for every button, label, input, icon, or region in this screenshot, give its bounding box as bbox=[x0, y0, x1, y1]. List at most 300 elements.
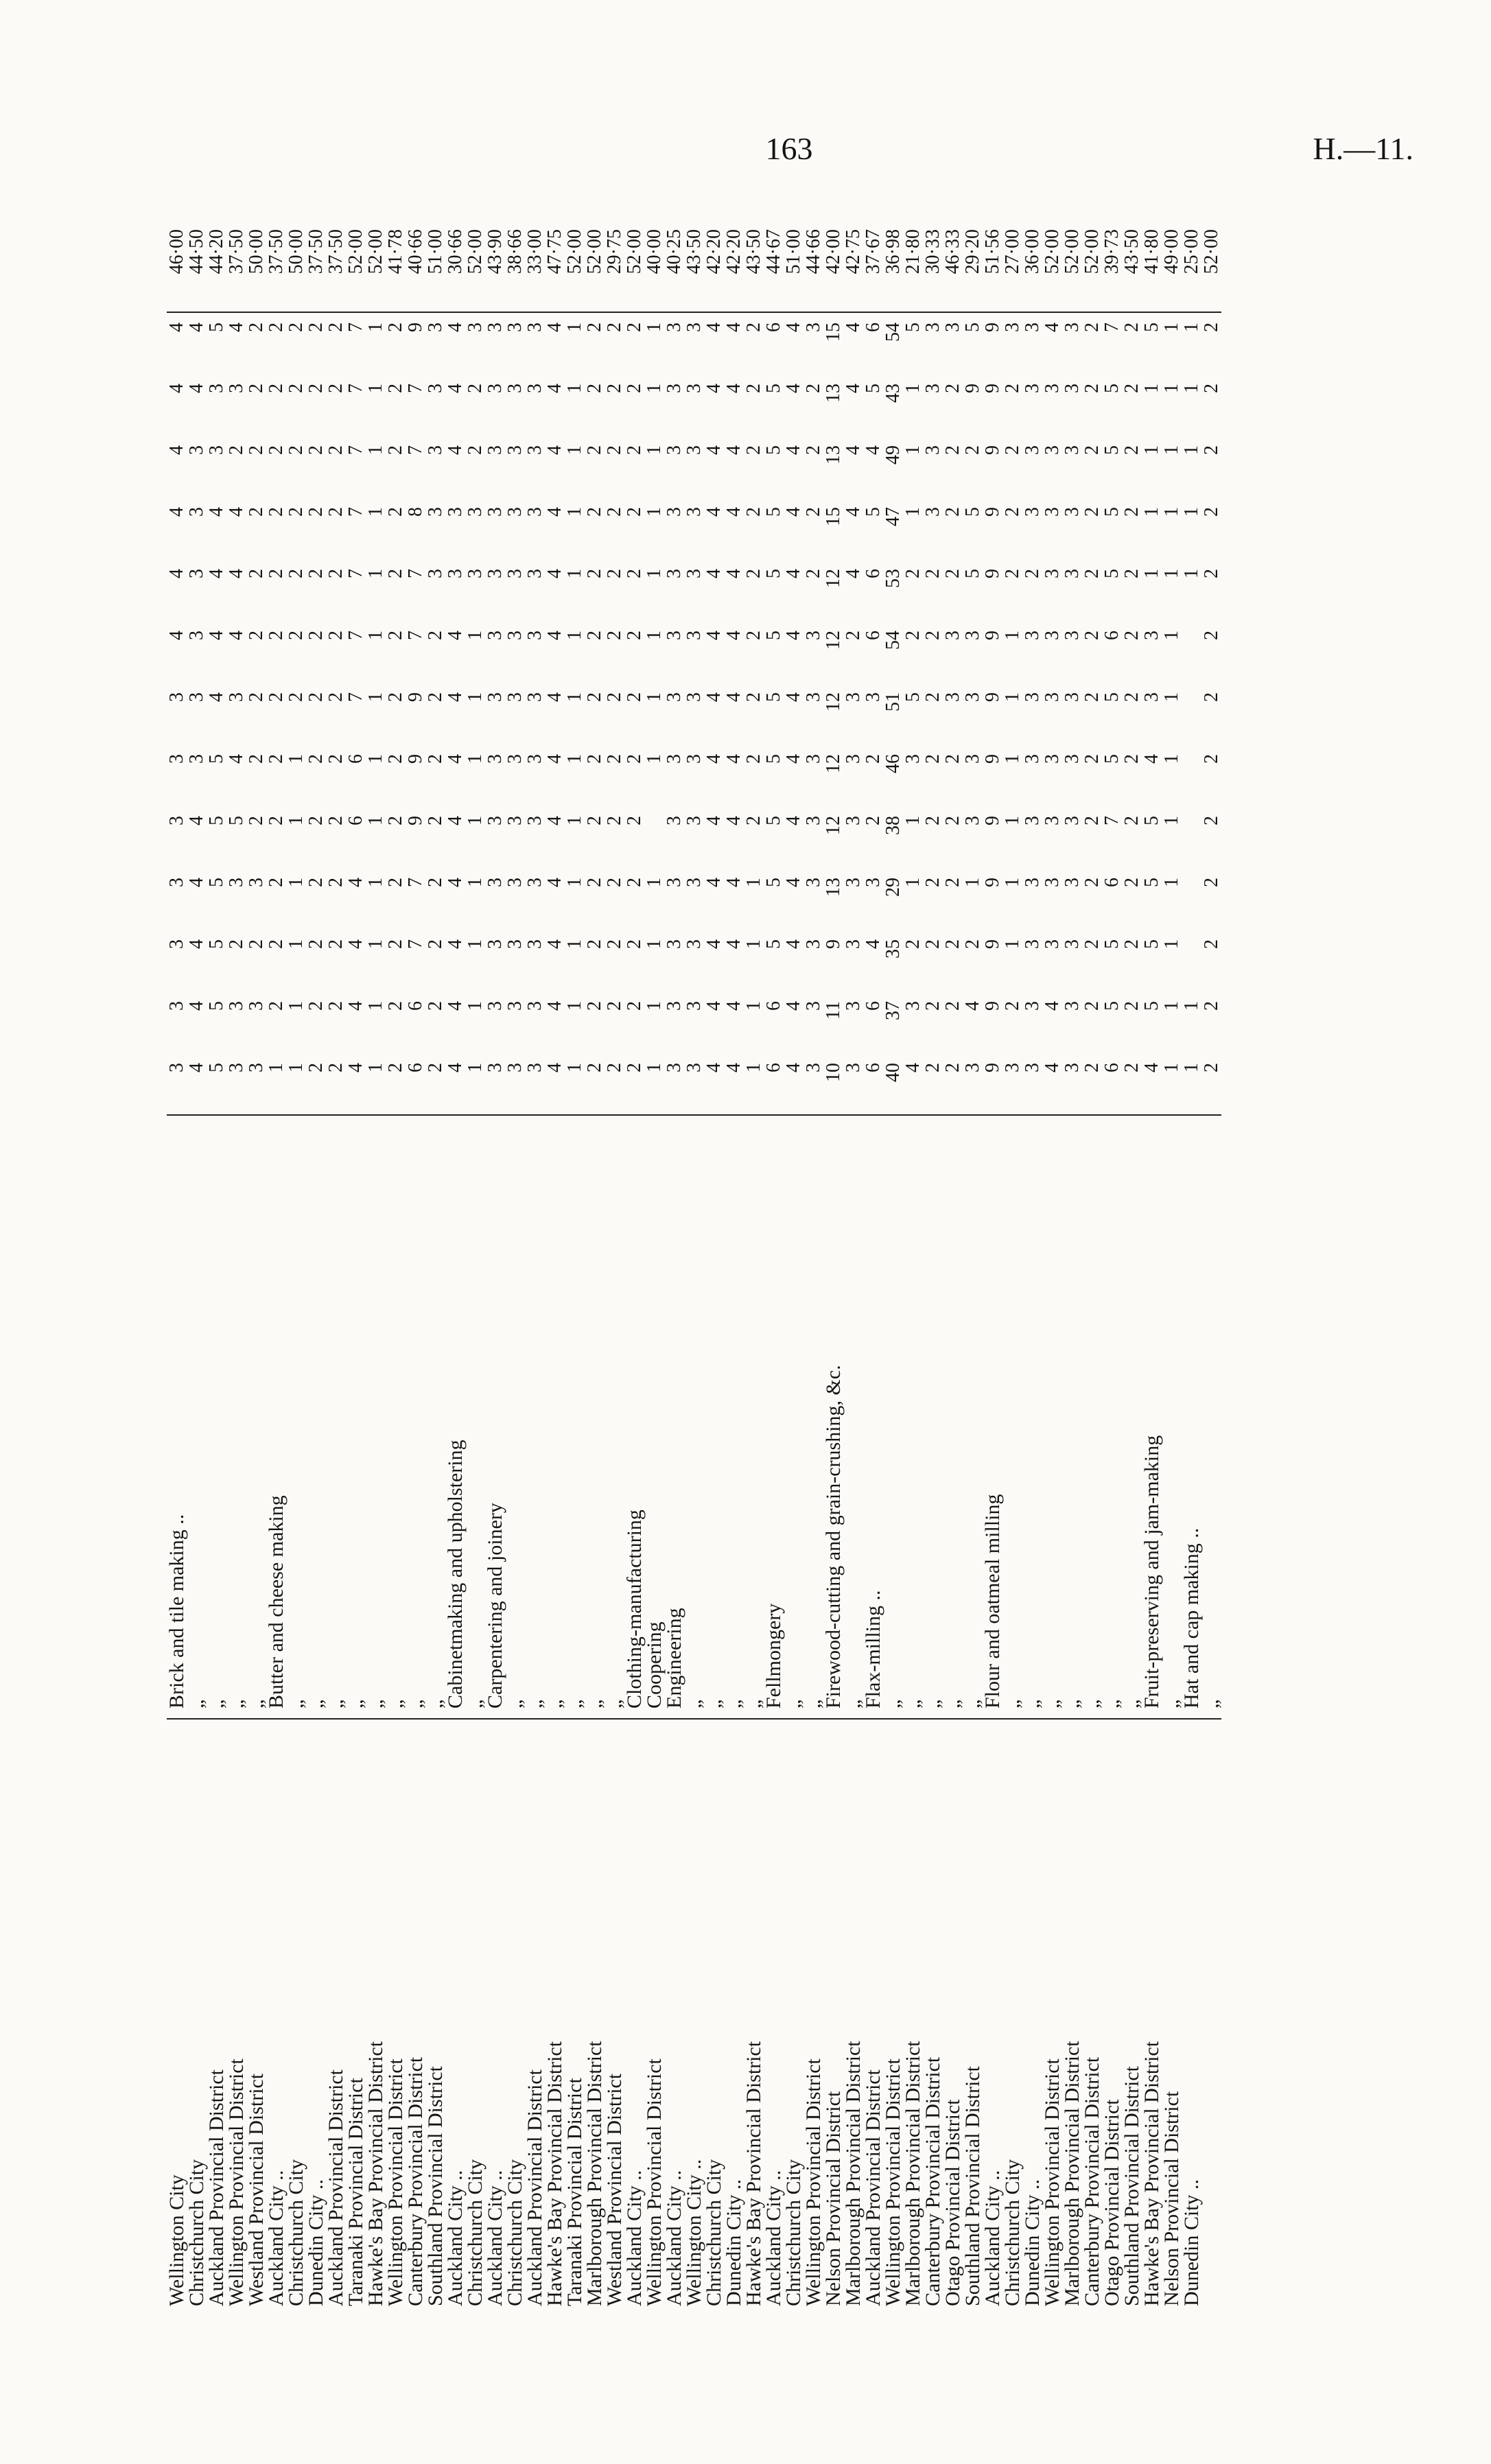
location-cell: Canterbury Provincial District bbox=[1082, 1719, 1102, 2309]
table-row bbox=[525, 226, 545, 2309]
table-row bbox=[266, 226, 286, 2309]
value-cell: 4 bbox=[544, 692, 565, 702]
value-cell: 4 bbox=[186, 322, 207, 332]
average-cell: 38·66 bbox=[505, 226, 525, 312]
value-cell: 4 bbox=[843, 384, 864, 393]
value-cell: 3 bbox=[504, 384, 526, 393]
value-cell: 2 bbox=[325, 384, 347, 393]
value-cell: 6 bbox=[763, 1001, 784, 1011]
value-cell: 6 bbox=[405, 1063, 426, 1072]
table-row bbox=[485, 226, 505, 2309]
value-cell: 1 bbox=[465, 1063, 486, 1072]
location-cell: Auckland Provincial District bbox=[326, 1719, 346, 2309]
value-cell: 2 bbox=[624, 939, 645, 949]
value-cell: 2 bbox=[425, 816, 446, 825]
value-cell: 3 bbox=[922, 507, 943, 517]
value-cell: 6 bbox=[345, 816, 366, 825]
value-cell: 3 bbox=[803, 816, 824, 825]
value-cell: 1 bbox=[564, 507, 585, 517]
value-cell: 2 bbox=[305, 507, 327, 517]
value-cell: 3 bbox=[484, 569, 506, 578]
value-cell: 8 bbox=[405, 507, 426, 517]
location-cell: Southland Provincial District bbox=[1122, 1719, 1142, 2309]
value-cell: 2 bbox=[922, 816, 943, 825]
average-cell: 40·00 bbox=[644, 226, 664, 312]
value-cell: 2 bbox=[584, 878, 605, 887]
value-cell: 4 bbox=[166, 569, 187, 578]
value-cell: 3 bbox=[1042, 384, 1063, 393]
table-row bbox=[1102, 226, 1122, 2309]
industry-cell: „ bbox=[1162, 1115, 1182, 1719]
industry-cell: „ bbox=[425, 1115, 445, 1719]
value-cell: 1 bbox=[1141, 569, 1162, 578]
value-cell: 3 bbox=[1061, 816, 1083, 825]
table-row bbox=[923, 226, 943, 2309]
table-row bbox=[803, 226, 823, 2309]
value-cell: 2 bbox=[1081, 878, 1103, 887]
value-cell: 2 bbox=[385, 631, 406, 640]
value-cell: 6 bbox=[1101, 1063, 1123, 1072]
value-cell: 2 bbox=[1081, 939, 1103, 949]
table-row bbox=[326, 226, 346, 2309]
average-cell: 52·00 bbox=[624, 226, 644, 312]
value-cell: 2 bbox=[942, 816, 963, 825]
value-cell: 4 bbox=[843, 569, 864, 578]
value-cell: 2 bbox=[325, 816, 347, 825]
value-cell: 1 bbox=[285, 816, 307, 825]
value-cell: 1 bbox=[902, 384, 924, 393]
value-cell: 3 bbox=[524, 878, 545, 887]
value-cell: 3 bbox=[942, 631, 963, 640]
value-cell: 4 bbox=[445, 1063, 466, 1072]
value-cell: 5 bbox=[763, 569, 784, 578]
value-cell: 9 bbox=[982, 1001, 1003, 1011]
value-cell: 4 bbox=[445, 445, 466, 455]
value-cell: 4 bbox=[186, 939, 207, 949]
table-row bbox=[1022, 226, 1042, 2309]
value-cell: 3 bbox=[843, 939, 864, 949]
value-cell: 1 bbox=[564, 692, 585, 702]
value-cell: 4 bbox=[723, 939, 744, 949]
value-cell: 2 bbox=[1121, 754, 1142, 764]
value-cell: 1 bbox=[1161, 384, 1182, 393]
value-cell: 4 bbox=[723, 322, 744, 332]
average-cell: 52·00 bbox=[346, 226, 366, 312]
value-cell: 1 bbox=[743, 939, 764, 949]
value-cell: 3 bbox=[504, 322, 526, 332]
value-cell: 1 bbox=[564, 878, 585, 887]
value-cell: 3 bbox=[843, 816, 864, 825]
value-cell: 4 bbox=[226, 569, 247, 578]
value-cell: 9 bbox=[982, 692, 1003, 702]
value-cell: 2 bbox=[425, 939, 446, 949]
value-cell: 1 bbox=[1141, 384, 1162, 393]
industry-cell: „ bbox=[1022, 1115, 1042, 1719]
location-cell: Canterbury Provincial District bbox=[406, 1719, 425, 2309]
table-row bbox=[545, 226, 565, 2309]
industry-cell: „ bbox=[883, 1115, 903, 1719]
value-cell: 2 bbox=[1121, 816, 1142, 825]
table-body bbox=[167, 226, 1221, 2309]
value-cell: 3 bbox=[166, 816, 187, 825]
value-cell: 2 bbox=[922, 939, 943, 949]
location-cell: Auckland City .. bbox=[764, 1719, 784, 2309]
value-cell: 1 bbox=[365, 322, 386, 332]
value-cell: 4 bbox=[962, 1001, 983, 1011]
value-cell: 1 bbox=[1161, 507, 1182, 517]
value-cell: 2 bbox=[624, 322, 645, 332]
value-cell: 3 bbox=[504, 878, 526, 887]
value-cell: 2 bbox=[266, 631, 287, 640]
value-cell: 4 bbox=[166, 384, 187, 393]
value-cell: 4 bbox=[723, 1063, 744, 1072]
value-cell: 7 bbox=[345, 507, 366, 517]
industry-cell: Butter and cheese making bbox=[266, 1115, 286, 1719]
value-cell: 2 bbox=[325, 1063, 347, 1072]
industry-cell: „ bbox=[207, 1115, 226, 1719]
value-cell: 9 bbox=[982, 816, 1003, 825]
value-cell: 3 bbox=[1022, 445, 1043, 455]
value-cell: 13 bbox=[823, 878, 844, 897]
value-cell: 3 bbox=[186, 692, 207, 702]
value-cell: 2 bbox=[1002, 1001, 1023, 1011]
value-cell: 2 bbox=[1002, 507, 1023, 517]
average-cell: 52·00 bbox=[585, 226, 604, 312]
value-cell: 3 bbox=[484, 816, 506, 825]
average-cell: 46·33 bbox=[943, 226, 963, 312]
table-row bbox=[1002, 226, 1022, 2309]
value-cell: 1 bbox=[743, 1063, 764, 1072]
value-cell: 2 bbox=[305, 384, 327, 393]
value-cell: 2 bbox=[604, 816, 625, 825]
value-cell: 2 bbox=[584, 445, 605, 455]
value-cell: 1 bbox=[365, 445, 386, 455]
value-cell: 4 bbox=[206, 692, 227, 702]
value-cell: 3 bbox=[1141, 631, 1162, 640]
value-cell: 2 bbox=[246, 322, 267, 332]
value-cell: 2 bbox=[425, 692, 446, 702]
value-cell: 12 bbox=[823, 754, 844, 773]
value-cell: 2 bbox=[425, 631, 446, 640]
industry-cell: Clothing-manufacturing bbox=[624, 1115, 644, 1719]
value-cell: 9 bbox=[982, 384, 1003, 393]
value-cell: 2 bbox=[305, 878, 327, 887]
value-cell: 2 bbox=[584, 816, 605, 825]
value-cell: 3 bbox=[445, 507, 466, 517]
industry-cell: Fellmongery bbox=[764, 1115, 784, 1719]
location-cell: Taranaki Provincial District bbox=[346, 1719, 366, 2309]
value-cell: 3 bbox=[1042, 631, 1063, 640]
value-cell: 6 bbox=[862, 631, 884, 640]
value-cell: 5 bbox=[1101, 754, 1123, 764]
value-cell: 3 bbox=[1002, 322, 1023, 332]
value-cell: 7 bbox=[405, 445, 426, 455]
table-row bbox=[943, 226, 963, 2309]
value-cell: 2 bbox=[1081, 507, 1103, 517]
table-row bbox=[1182, 226, 1201, 2309]
value-cell: 3 bbox=[484, 878, 506, 887]
location-cell: Dunedin City .. bbox=[306, 1719, 326, 2309]
value-cell: 2 bbox=[902, 631, 924, 640]
table-row bbox=[226, 226, 246, 2309]
value-cell: 2 bbox=[266, 384, 287, 393]
value-cell: 2 bbox=[1022, 569, 1043, 578]
value-cell: 3 bbox=[683, 322, 705, 332]
value-cell: 3 bbox=[664, 939, 685, 949]
value-cell: 1 bbox=[1181, 445, 1202, 455]
value-cell: 3 bbox=[902, 1001, 924, 1011]
table-row bbox=[764, 226, 784, 2309]
value-cell: 4 bbox=[703, 507, 725, 517]
table-row bbox=[1201, 226, 1221, 2309]
average-cell: 43·50 bbox=[684, 226, 704, 312]
value-cell: 4 bbox=[783, 1001, 804, 1011]
value-cell: 3 bbox=[664, 1001, 685, 1011]
average-cell: 33·00 bbox=[525, 226, 545, 312]
value-cell: 3 bbox=[1042, 816, 1063, 825]
table-row bbox=[1142, 226, 1162, 2309]
value-cell: 9 bbox=[405, 754, 426, 764]
value-cell: 3 bbox=[843, 1001, 864, 1011]
value-cell: 40 bbox=[882, 1063, 904, 1082]
value-cell bbox=[644, 806, 664, 868]
value-cell: 3 bbox=[902, 754, 924, 764]
value-cell: 2 bbox=[425, 1001, 446, 1011]
value-cell: 3 bbox=[1022, 816, 1043, 825]
value-cell: 3 bbox=[1061, 507, 1083, 517]
value-cell: 3 bbox=[1022, 692, 1043, 702]
value-cell: 29 bbox=[882, 878, 904, 897]
value-cell: 3 bbox=[226, 1063, 247, 1072]
value-cell: 2 bbox=[624, 631, 645, 640]
value-cell: 1 bbox=[465, 1001, 486, 1011]
value-cell: 3 bbox=[1022, 878, 1043, 887]
location-cell: Taranaki Provincial District bbox=[565, 1719, 585, 2309]
table-row bbox=[1082, 226, 1102, 2309]
value-cell: 3 bbox=[843, 692, 864, 702]
location-cell: Westland Provincial District bbox=[246, 1719, 266, 2309]
value-cell: 3 bbox=[843, 878, 864, 887]
value-cell: 2 bbox=[584, 507, 605, 517]
value-cell: 5 bbox=[763, 816, 784, 825]
value-cell: 5 bbox=[1141, 322, 1162, 332]
value-cell: 3 bbox=[166, 754, 187, 764]
value-cell: 2 bbox=[803, 569, 824, 578]
value-cell: 1 bbox=[564, 939, 585, 949]
value-cell: 5 bbox=[206, 754, 227, 764]
value-cell: 3 bbox=[803, 754, 824, 764]
location-cell: Wellington Provincial District bbox=[226, 1719, 246, 2309]
value-cell: 49 bbox=[882, 445, 904, 465]
value-cell: 3 bbox=[1022, 754, 1043, 764]
value-cell: 2 bbox=[604, 507, 625, 517]
value-cell: 3 bbox=[425, 384, 446, 393]
value-cell: 3 bbox=[484, 322, 506, 332]
value-cell: 4 bbox=[445, 692, 466, 702]
value-cell: 2 bbox=[743, 569, 764, 578]
value-cell: 2 bbox=[266, 569, 287, 578]
value-cell: 2 bbox=[1121, 1001, 1142, 1011]
value-cell: 4 bbox=[703, 631, 725, 640]
industry-cell: „ bbox=[226, 1115, 246, 1719]
average-cell: 30·33 bbox=[923, 226, 943, 312]
value-cell: 4 bbox=[206, 507, 227, 517]
average-cell: 52·00 bbox=[465, 226, 485, 312]
value-cell: 2 bbox=[1201, 692, 1222, 702]
value-cell: 4 bbox=[186, 878, 207, 887]
average-cell: 42·20 bbox=[704, 226, 724, 312]
value-cell: 2 bbox=[385, 384, 406, 393]
value-cell: 2 bbox=[385, 322, 406, 332]
value-cell: 3 bbox=[226, 1001, 247, 1011]
location-cell: Otago Provincial District bbox=[1102, 1719, 1122, 2309]
industry-cell: „ bbox=[604, 1115, 624, 1719]
value-cell: 2 bbox=[743, 384, 764, 393]
value-cell: 2 bbox=[325, 507, 347, 517]
location-cell: Christchurch City bbox=[784, 1719, 803, 2309]
value-cell: 4 bbox=[843, 507, 864, 517]
value-cell: 2 bbox=[305, 754, 327, 764]
value-cell: 2 bbox=[1081, 1063, 1103, 1072]
value-cell: 3 bbox=[504, 939, 526, 949]
value-cell: 1 bbox=[564, 445, 585, 455]
value-cell: 9 bbox=[982, 1063, 1003, 1072]
industry-cell: „ bbox=[843, 1115, 863, 1719]
value-cell: 4 bbox=[723, 816, 744, 825]
value-cell: 4 bbox=[723, 631, 744, 640]
location-cell: Auckland City .. bbox=[983, 1719, 1002, 2309]
value-cell: 4 bbox=[226, 754, 247, 764]
value-cell: 2 bbox=[325, 692, 347, 702]
value-cell: 4 bbox=[544, 631, 565, 640]
value-cell: 3 bbox=[206, 384, 227, 393]
wages-table bbox=[167, 226, 1221, 2309]
location-cell: Auckland City .. bbox=[664, 1719, 684, 2309]
value-cell: 4 bbox=[445, 322, 466, 332]
value-cell: 3 bbox=[1141, 692, 1162, 702]
value-cell: 2 bbox=[1121, 692, 1142, 702]
value-cell: 2 bbox=[922, 631, 943, 640]
industry-cell: „ bbox=[326, 1115, 346, 1719]
value-cell: 3 bbox=[186, 754, 207, 764]
value-cell: 2 bbox=[425, 1063, 446, 1072]
value-cell: 4 bbox=[166, 631, 187, 640]
value-cell: 3 bbox=[186, 507, 207, 517]
value-cell: 4 bbox=[783, 1063, 804, 1072]
industry-cell: „ bbox=[585, 1115, 604, 1719]
value-cell: 2 bbox=[1081, 754, 1103, 764]
industry-cell: Hat and cap making .. bbox=[1182, 1115, 1201, 1719]
value-cell: 1 bbox=[465, 939, 486, 949]
value-cell: 37 bbox=[882, 1001, 904, 1020]
value-cell: 3 bbox=[484, 1001, 506, 1011]
value-cell: 5 bbox=[763, 754, 784, 764]
industry-cell: „ bbox=[803, 1115, 823, 1719]
value-cell: 38 bbox=[882, 816, 904, 835]
value-cell: 2 bbox=[604, 322, 625, 332]
value-cell: 3 bbox=[484, 939, 506, 949]
value-cell: 3 bbox=[803, 631, 824, 640]
value-cell: 4 bbox=[723, 1001, 744, 1011]
value-cell: 4 bbox=[843, 445, 864, 455]
value-cell: 5 bbox=[1101, 692, 1123, 702]
industry-cell: Flax-milling .. bbox=[863, 1115, 883, 1719]
value-cell: 9 bbox=[982, 939, 1003, 949]
location-cell: Marlborough Provincial District bbox=[843, 1719, 863, 2309]
value-cell: 4 bbox=[703, 692, 725, 702]
value-cell: 1 bbox=[644, 445, 665, 455]
value-cell: 4 bbox=[186, 1063, 207, 1072]
location-cell: Auckland Provincial District bbox=[207, 1719, 226, 2309]
table-row bbox=[1062, 226, 1082, 2309]
value-cell: 4 bbox=[723, 692, 744, 702]
location-cell: Wellington City bbox=[167, 1719, 187, 2309]
value-cell: 1 bbox=[644, 631, 665, 640]
location-cell: Wellington Provincial District bbox=[644, 1719, 664, 2309]
value-cell: 4 bbox=[1042, 1001, 1063, 1011]
value-cell: 2 bbox=[604, 754, 625, 764]
value-cell: 1 bbox=[365, 692, 386, 702]
value-cell: 3 bbox=[962, 1063, 983, 1072]
value-cell: 5 bbox=[1101, 384, 1123, 393]
value-cell: 54 bbox=[882, 322, 904, 342]
value-cell: 1 bbox=[902, 445, 924, 455]
value-cell: 1 bbox=[1181, 1063, 1202, 1072]
value-cell: 2 bbox=[862, 754, 884, 764]
location-cell: Hawke's Bay Provincial District bbox=[545, 1719, 565, 2309]
value-cell: 9 bbox=[982, 445, 1003, 455]
value-cell: 2 bbox=[325, 445, 347, 455]
average-cell: 37·50 bbox=[326, 226, 346, 312]
value-cell: 3 bbox=[683, 1063, 705, 1072]
average-cell: 43·50 bbox=[1122, 226, 1142, 312]
location-cell: Wellington Provincial District bbox=[1042, 1719, 1062, 2309]
value-cell: 1 bbox=[644, 322, 665, 332]
value-cell: 3 bbox=[524, 754, 545, 764]
value-cell bbox=[1182, 621, 1201, 683]
value-cell: 6 bbox=[763, 322, 784, 332]
location-cell: Westland Provincial District bbox=[604, 1719, 624, 2309]
value-cell: 3 bbox=[504, 569, 526, 578]
value-cell: 4 bbox=[445, 939, 466, 949]
average-cell: 44·67 bbox=[764, 226, 784, 312]
value-cell: 3 bbox=[524, 1063, 545, 1072]
value-cell: 2 bbox=[942, 939, 963, 949]
value-cell: 1 bbox=[1141, 445, 1162, 455]
value-cell: 10 bbox=[823, 1063, 844, 1082]
average-cell: 30·66 bbox=[445, 226, 465, 312]
table-row bbox=[823, 226, 843, 2309]
value-cell: 4 bbox=[703, 445, 725, 455]
value-cell: 2 bbox=[385, 1063, 406, 1072]
value-cell: 2 bbox=[584, 692, 605, 702]
value-cell: 2 bbox=[1121, 939, 1142, 949]
value-cell: 2 bbox=[584, 939, 605, 949]
value-cell: 4 bbox=[723, 384, 744, 393]
value-cell: 2 bbox=[285, 445, 307, 455]
value-cell: 3 bbox=[465, 322, 486, 332]
value-cell: 3 bbox=[683, 631, 705, 640]
value-cell: 4 bbox=[723, 878, 744, 887]
average-cell: 37·50 bbox=[306, 226, 326, 312]
value-cell: 1 bbox=[564, 754, 585, 764]
value-cell: 3 bbox=[186, 631, 207, 640]
value-cell: 4 bbox=[544, 322, 565, 332]
value-cell: 2 bbox=[1081, 692, 1103, 702]
value-cell: 1 bbox=[1161, 878, 1182, 887]
industry-cell: „ bbox=[744, 1115, 764, 1719]
value-cell: 2 bbox=[1201, 1063, 1222, 1072]
